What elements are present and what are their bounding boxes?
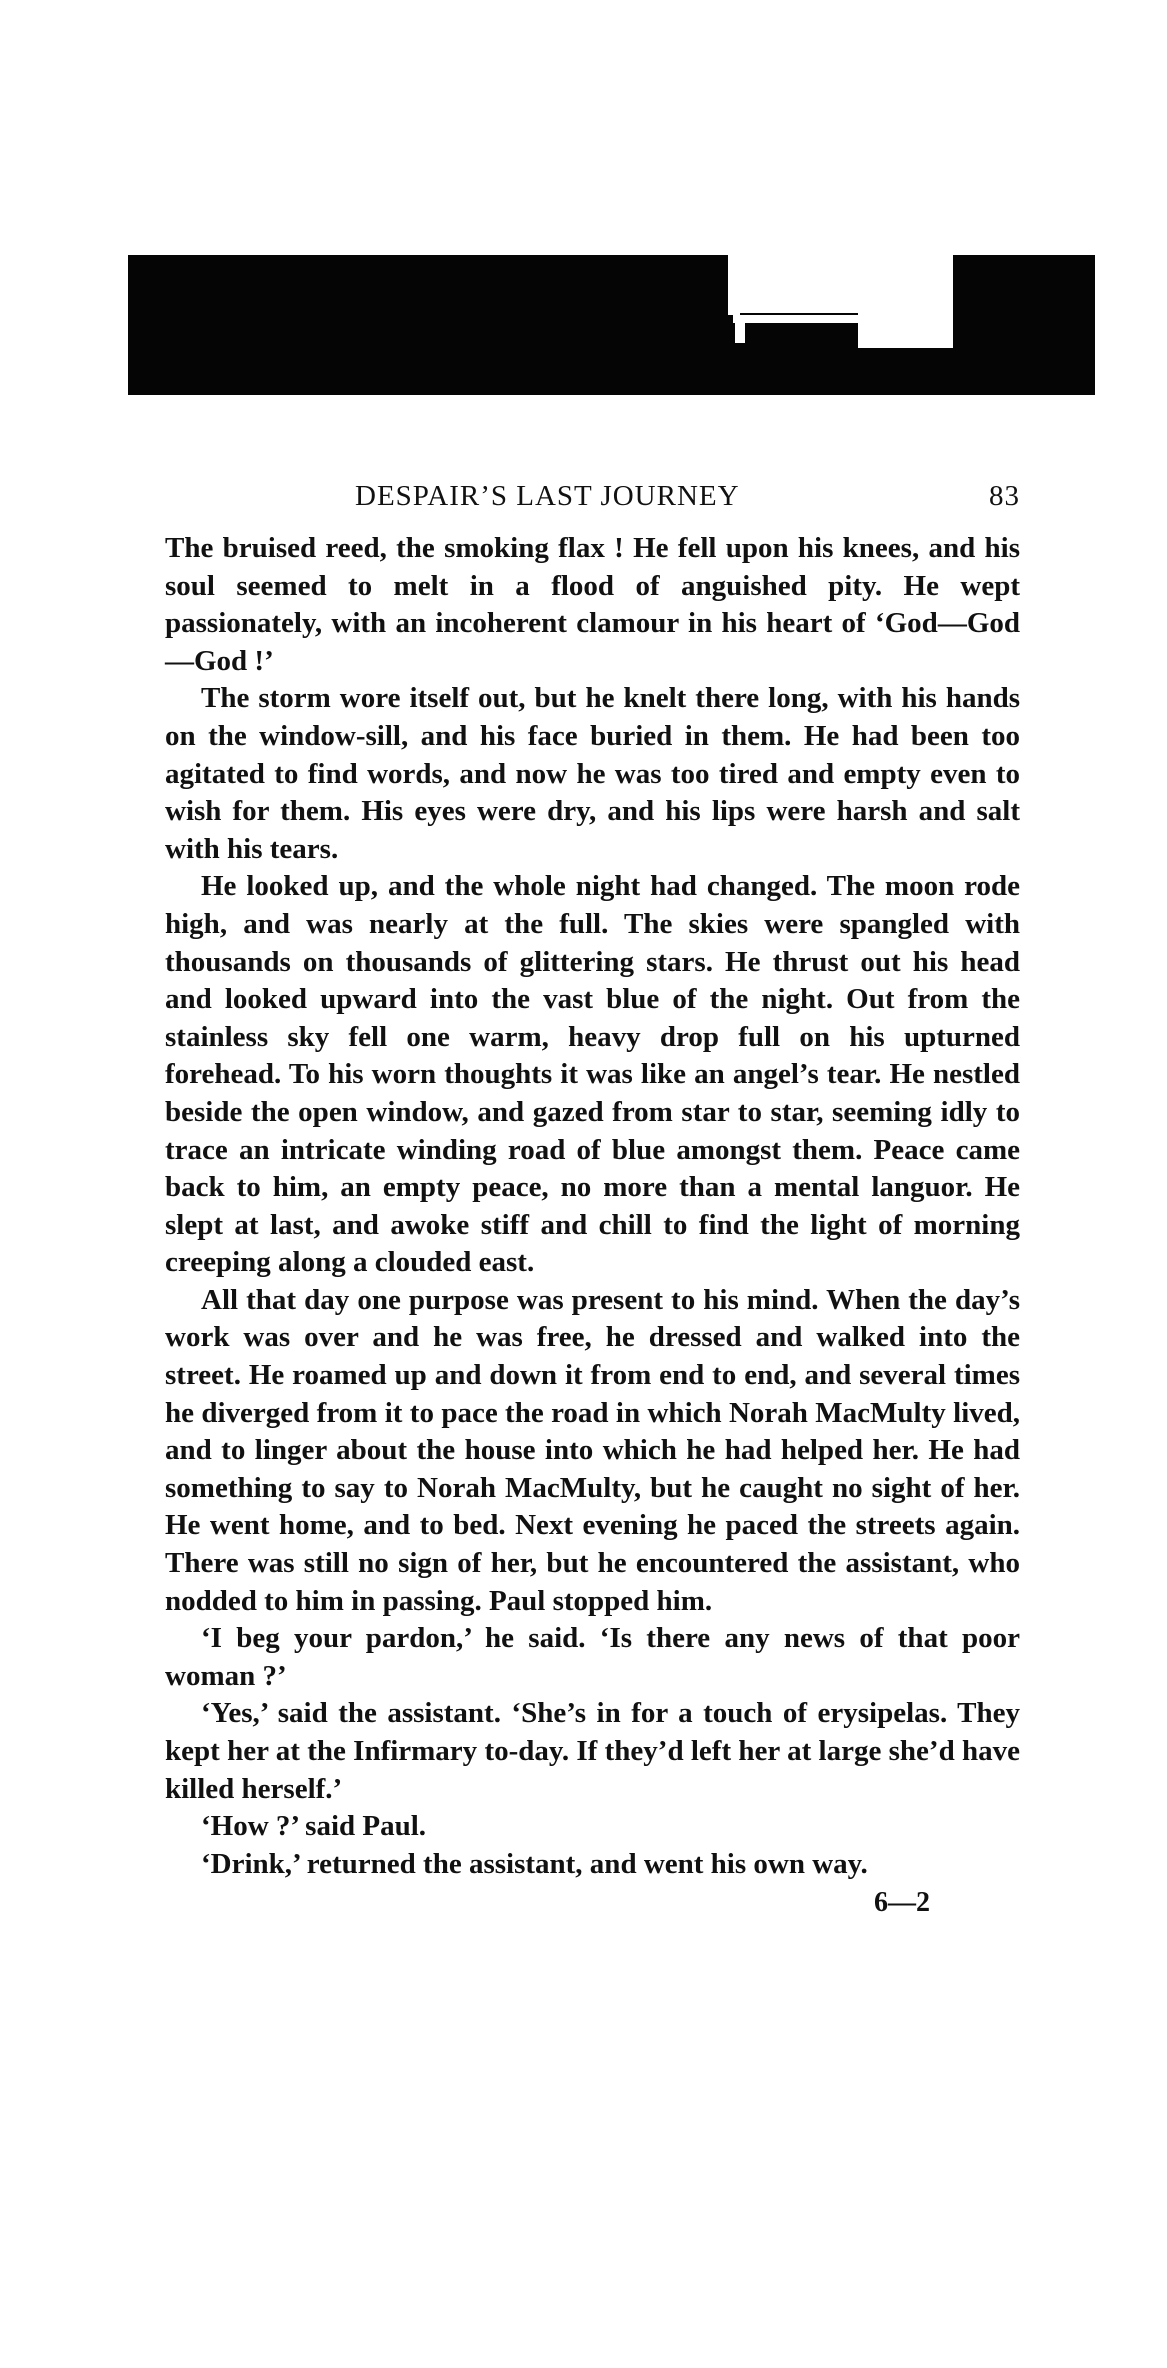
scan-artifact-patch (735, 323, 745, 343)
page-number: 83 (989, 480, 1020, 512)
paragraph: All that day one purpose was present to his mind. When the day’s work was over and he was free, he dressed and walked into the street. He roamed up and down it from end to end, and several times he diverged from it to pace the road in which Norah MacMulty lived, and to linger about the house into which he had helped her. He had something to say to Norah MacMulty, but he caught no sight of her. He went home, and to bed. Next evening he paced the streets again. There was still no sign of her, but he encountered the assistant, who nodded to him in passing. Paul stopped him. (165, 1283, 1020, 1617)
scan-artifact-patch (740, 255, 953, 313)
paragraph: The bruised reed, the smoking flax ! He fell upon his knees, and his soul seemed to melt in a flood of anguished pity. He wept passionately, with an incoherent clamour in his heart of ‘God—God—God !’ (165, 532, 1020, 677)
scan-artifact-patch (733, 315, 858, 323)
running-head (165, 470, 1020, 530)
scan-artifact-band (128, 255, 1095, 395)
paragraph: ‘How ?’ said Paul. (201, 1810, 427, 1843)
paragraph: ‘I beg your pardon,’ he said. ‘Is there any news of that poor woman ?’ (165, 1622, 1020, 1692)
paragraph: ‘Yes,’ said the assistant. ‘She’s in for a touch of erysipelas. They kept her at the Infirmary to-day. If they’d left her at large she’d have killed herself.’ (165, 1697, 1020, 1805)
body-text (165, 530, 1020, 1883)
paragraph: He looked up, and the whole night had changed. The moon rode high, and was nearly at the full. The skies were spangled with thousands on thousands of glittering stars. He thrust out his head and looked upward into the vast blue of the night. Out from the stainless sky fell one warm, heavy drop full on his upturned forehead. To his worn thoughts it was like an angel’s tear. He nestled beside the open window, and gazed from star to star, seeming idly to trace an intricate winding road of blue amongst them. Peace came back to him, an empty peace, no more than a mental languor. He slept at last, and awoke stiff and chill to find the light of morning creeping along a clouded east. (165, 870, 1020, 1279)
book-page (165, 470, 1020, 1919)
paragraph: ‘Drink,’ returned the assistant, and went his own way. (201, 1847, 868, 1880)
signature-mark: 6—2 (874, 1887, 930, 1919)
running-title: DESPAIR’S LAST JOURNEY (355, 480, 740, 512)
paragraph: The storm wore itself out, but he knelt there long, with his hands on the window-sill, and his face buried in them. He had been too agitated to find words, and now he was too tired and empty even to wish for them. His eyes were dry, and his lips were harsh and salt with his tears. (165, 682, 1020, 865)
scan-artifact-patch (858, 313, 953, 348)
scan-artifact-patch (728, 255, 740, 315)
